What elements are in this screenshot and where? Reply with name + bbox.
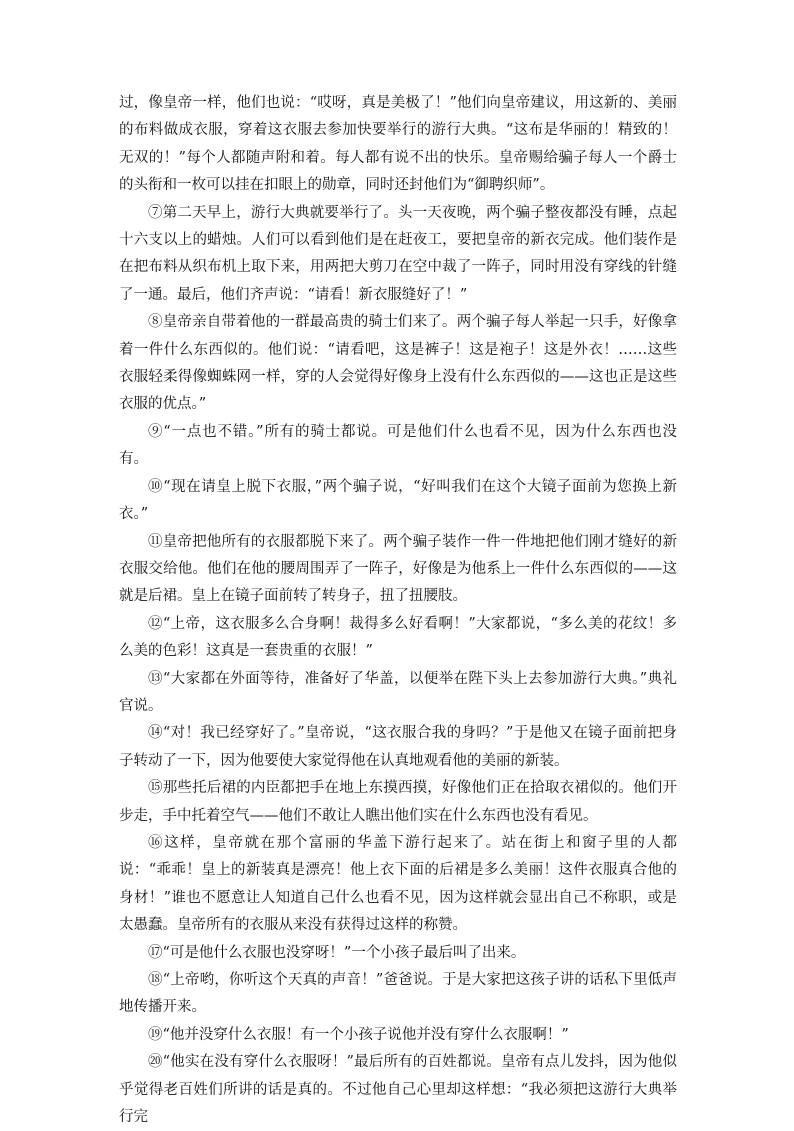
paragraph-9: ⑨“一点也不错。”所有的骑士都说。可是他们什么也看不见，因为什么东西也没有。 [119,423,677,468]
paragraph-12: ⑫“上帝，这衣服多么合身啊！裁得多么好看啊！”大家都说，“多么美的花纹！多么美的色彩！这真是一套贵重的衣服！” [119,615,677,660]
paragraph-7: ⑦第二天早上，游行大典就要举行了。头一天夜晚，两个骗子整夜都没有睡，点起十六支以上的蜡烛。人们可以看到他们是在赶夜工，要把皇帝的新衣完成。他们装作是在把布料从织布机上取下来，用两把大剪刀在空中裁了一阵子，同时用没有穿线的针缝了一通。最后，他们齐声说：“请看！新衣服缝好了！” [119,204,677,303]
paragraph-continued: 过，像皇帝一样，他们也说：“哎呀，真是美极了！”他们向皇帝建议，用这新的、美丽的布料做成衣服，穿着这衣服去参加快要举行的游行大典。“这布是华丽的！精致的！无双的！”每个人都随声附和着。每人都有说不出的快乐。皇帝赐给骗子每人一个爵士的头衔和一枚可以挂在扣眼上的勋章，同时还封他们为“御聘织师”。 [119,95,677,194]
document-page [119,90,677,1131]
paragraph-14: ⑭“对！我已经穿好了。”皇帝说，“这衣服合我的身吗？”于是他又在镜子面前把身子转动了一下，因为他要使大家觉得他在认真地观看他的美丽的新装。 [119,725,677,769]
paragraph-19: ⑲“他并没穿什么衣服！有一个小孩子说他并没有穿什么衣服啊！” [148,1026,569,1043]
paragraph-10: ⑩“现在请皇上脱下衣服，”两个骗子说，“好叫我们在这个大镜子面前为您换上新衣。” [119,478,677,523]
paragraph-8: ⑧皇帝亲自带着他的一群最高贵的骑士们来了。两个骗子每人举起一只手，好像拿着一件什么东西似的。他们说：“请看吧，这是裤子！这是袍子！这是外衣！……这些衣服轻柔得像蜘蛛网一样，穿的人会觉得好像身上没有什么东西似的——这也正是这些衣服的优点。” [119,314,677,413]
paragraph-13: ⑬“大家都在外面等待，准备好了华盖，以便举在陛下头上去参加游行大典。”典礼官说。 [119,670,677,714]
paragraph-17: ⑰“可是他什么衣服也没穿呀！”一个小孩子最后叫了出来。 [148,944,526,961]
paragraph-20: ⑳“他实在没有穿什么衣服呀！”最后所有的百姓都说。皇帝有点儿发抖，因为他似乎觉得老百姓们所讲的话是真的。不过他自己心里却这样想：“我必须把这游行大典举行完 [119,1054,677,1126]
paragraph-16: ⑯这样，皇帝就在那个富丽的华盖下游行起来了。站在街上和窗子里的人都说：“乖乖！皇上的新装真是漂亮！他上衣下面的后裙是多么美丽！这件衣服真合他的身材！”谁也不愿意让人知道自己什么也看不见，因为这样就会显出自己不称职，或是太愚蠢。皇帝所有的衣服从来没有获得过这样的称赞。 [119,834,677,934]
paragraph-15: ⑮那些托后裙的内臣都把手在地上东摸西摸，好像他们正在拾取衣裙似的。他们开步走，手中托着空气——他们不敢让人瞧出他们实在什么东西也没有看见。 [119,780,677,824]
paragraph-11: ⑪皇帝把他所有的衣服都脱下来了。两个骗子装作一件一件地把他们刚才缝好的新衣服交给他。他们在他的腰周围弄了一阵子，好像是为他系上一件什么东西似的——这就是后裙。皇上在镜子面前转了转身子，扭了扭腰肢。 [119,533,677,605]
paragraph-18: ⑱“上帝哟，你听这个天真的声音！”爸爸说。于是大家把这孩子讲的话私下里低声地传播开来。 [119,972,677,1016]
